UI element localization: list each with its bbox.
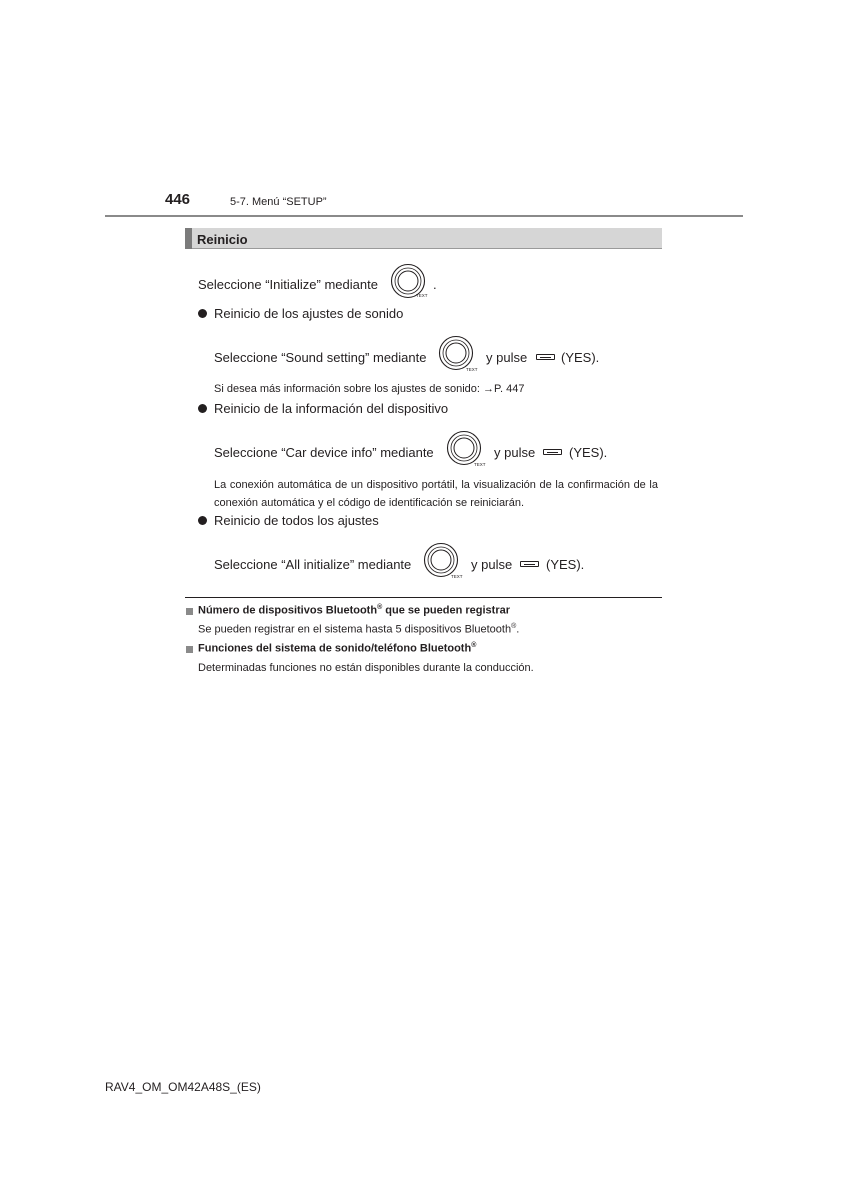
yes-button-icon (520, 561, 539, 567)
pulse-text: y pulse (471, 557, 513, 572)
note-device: La conexión automática de un dispositivo portátil, la visualización de la confirmación de la conexión automática y el código de identificación se reiniciarán. (214, 479, 658, 509)
footer-code: RAV4_OM_OM42A48S_(ES) (105, 1080, 261, 1094)
item-heading-all: Reinicio de todos los ajustes (214, 513, 379, 528)
item-heading-sound: Reinicio de los ajustes de sonido (214, 306, 404, 321)
bullet-icon (198, 516, 207, 525)
note-body-text: Se pueden registrar en el sistema hasta 5 dispositivos Bluetooth (198, 623, 512, 636)
yes-button-icon (536, 354, 555, 360)
note-title-rest: que se pueden registrar (382, 604, 511, 617)
registered-mark: ® (471, 642, 477, 649)
yes-button-icon (543, 449, 562, 455)
note-body-bluetooth-functions: Determinadas funciones no están disponibles durante la conducción. (198, 662, 534, 674)
yes-text: (YES). (569, 445, 608, 460)
pulse-text: y pulse (486, 350, 528, 365)
tune-scroll-knob-icon (390, 263, 428, 301)
registered-mark: ® (377, 604, 383, 611)
chapter-title: 5-7. Menú “SETUP” (230, 196, 327, 208)
section-title: Reinicio (197, 232, 248, 247)
note-body-end: . (516, 623, 520, 636)
bullet-icon (198, 404, 207, 413)
yes-text: (YES). (561, 350, 600, 365)
yes-text: (YES). (546, 557, 585, 572)
note-body-bluetooth-count (198, 623, 519, 636)
instruction-device: Seleccione “Car device info” mediante (214, 445, 434, 460)
tune-scroll-knob-icon (423, 542, 461, 580)
note-title-text: Funciones del sistema de sonido/teléfono Bluetooth (198, 642, 472, 655)
knob-label: TEXT (451, 574, 463, 579)
section-header-bar (185, 228, 662, 249)
square-marker-icon (186, 608, 193, 615)
page-reference-link[interactable]: P. 447 (494, 383, 525, 395)
section-accent (185, 228, 192, 249)
bullet-icon (198, 309, 207, 318)
header-divider (105, 215, 743, 217)
intro-text: Seleccione “Initialize” mediante (198, 277, 378, 292)
item-heading-device: Reinicio de la información del dispositivo (214, 401, 449, 416)
knob-label: TEXT (416, 293, 428, 298)
pulse-text: y pulse (494, 445, 536, 460)
instruction-all: Seleccione “All initialize” mediante (214, 557, 412, 572)
instruction-sound: Seleccione “Sound setting” mediante (214, 350, 427, 365)
page-number: 446 (165, 191, 191, 208)
arrow-icon: → (483, 383, 495, 395)
square-marker-icon (186, 646, 193, 653)
note-title-bluetooth-functions (198, 642, 476, 655)
notes-divider (185, 597, 662, 598)
note-title-text: Número de dispositivos Bluetooth (198, 604, 378, 617)
registered-mark: ® (511, 623, 517, 630)
note-title-bluetooth-count (198, 604, 510, 617)
tune-scroll-knob-icon (446, 430, 484, 468)
note-sound-text: Si desea más información sobre los ajustes de sonido: (214, 383, 480, 395)
note-sound (214, 383, 524, 395)
knob-label: TEXT (474, 462, 486, 467)
knob-label: TEXT (466, 367, 478, 372)
tune-scroll-knob-icon (438, 335, 476, 373)
intro-suffix: . (433, 277, 437, 292)
